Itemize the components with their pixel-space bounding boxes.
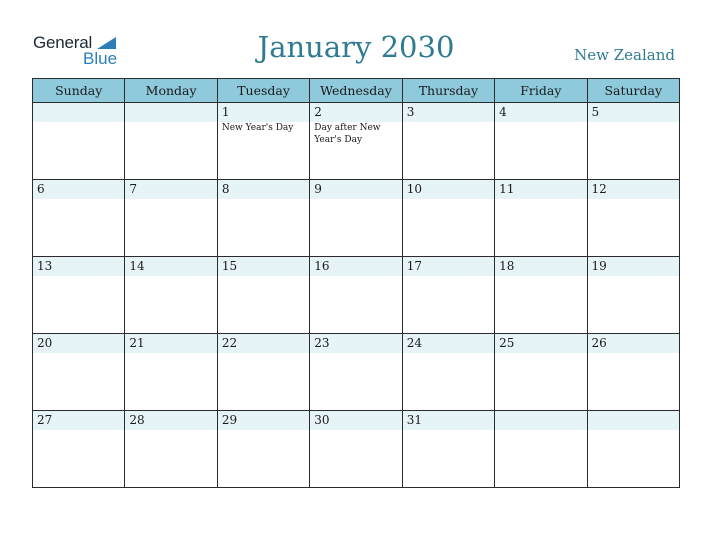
day-cell (587, 257, 679, 334)
day-number: 29 (221, 413, 238, 427)
day-cell (217, 334, 309, 411)
day-number-band (310, 411, 401, 430)
weekday-header-row (33, 79, 680, 103)
day-number-band (588, 180, 679, 199)
day-number-band (125, 411, 216, 430)
day-number-band (495, 257, 586, 276)
calendar-title: January 2030 (257, 30, 455, 64)
day-cell (310, 180, 402, 257)
weekday-header: Friday (495, 79, 587, 103)
day-cell (33, 103, 125, 180)
day-number-band (33, 334, 124, 353)
day-number: 12 (591, 182, 607, 196)
day-number-band (310, 180, 401, 199)
holiday-label: Day after New Year's Day (314, 123, 381, 145)
day-cell (217, 103, 309, 180)
day-cell (33, 334, 125, 411)
day-number: 26 (591, 336, 607, 350)
day-number-band (495, 103, 586, 122)
day-number-band (33, 411, 124, 430)
day-number-band (403, 334, 494, 353)
day-cell (310, 257, 402, 334)
day-number: 19 (591, 259, 607, 273)
holiday-label: New Year's Day (221, 123, 294, 133)
day-number-band (588, 411, 679, 430)
day-cell (125, 334, 217, 411)
day-number: 20 (37, 336, 53, 350)
day-number: 28 (129, 413, 145, 427)
day-number: 7 (129, 182, 138, 196)
day-cell (217, 411, 309, 488)
day-cell (125, 103, 217, 180)
day-number: 8 (221, 182, 230, 196)
day-number: 6 (37, 182, 45, 196)
day-number-band (495, 411, 586, 430)
day-number-band (33, 103, 124, 122)
day-cell (217, 257, 309, 334)
day-number: 18 (499, 259, 515, 273)
weekday-header: Tuesday (217, 79, 309, 103)
day-cell (495, 103, 587, 180)
day-number-band (218, 103, 309, 122)
day-number-band (403, 257, 494, 276)
day-cell (402, 257, 494, 334)
day-cell (33, 257, 125, 334)
weekday-header: Monday (125, 79, 217, 103)
week-row (33, 103, 680, 180)
day-number-band (33, 257, 124, 276)
day-number: 17 (406, 259, 422, 273)
weekday-header: Wednesday (310, 79, 402, 103)
day-number-band (495, 180, 586, 199)
day-number-band (125, 334, 216, 353)
day-cell (495, 411, 587, 488)
day-cell (125, 257, 217, 334)
weekday-header: Thursday (402, 79, 494, 103)
day-number-band (310, 334, 401, 353)
day-number-band (125, 103, 216, 122)
logo-text-general: General (33, 33, 93, 52)
day-cell (125, 411, 217, 488)
day-number: 14 (129, 259, 145, 273)
country-label: New Zealand (574, 46, 675, 64)
day-cell (587, 103, 679, 180)
calendar-grid (32, 78, 680, 488)
day-number: 3 (406, 105, 415, 119)
day-number: 9 (314, 182, 322, 196)
day-number-band (310, 257, 401, 276)
week-row (33, 180, 680, 257)
day-number-band (218, 257, 309, 276)
day-cell (402, 103, 494, 180)
day-cell (495, 334, 587, 411)
day-number: 24 (406, 336, 422, 350)
logo-text-blue: Blue (83, 49, 118, 68)
week-row (33, 334, 680, 411)
day-number: 27 (37, 413, 53, 427)
week-row (33, 411, 680, 488)
day-number-band (403, 411, 494, 430)
day-number-band (310, 103, 401, 122)
weekday-header: Saturday (587, 79, 679, 103)
day-number: 13 (37, 259, 53, 273)
day-cell (310, 334, 402, 411)
day-cell (495, 180, 587, 257)
day-number-band (33, 180, 124, 199)
day-number-band (218, 180, 309, 199)
day-cell (587, 180, 679, 257)
day-number: 25 (499, 336, 515, 350)
day-number-band (125, 180, 216, 199)
day-number: 1 (221, 105, 230, 119)
day-number: 10 (406, 182, 422, 196)
day-cell (310, 103, 402, 180)
day-number-band (125, 257, 216, 276)
day-number: 4 (499, 105, 507, 119)
day-number: 21 (129, 336, 145, 350)
day-cell (402, 334, 494, 411)
day-cell (402, 180, 494, 257)
day-number-band (495, 334, 586, 353)
day-number-band (588, 334, 679, 353)
day-number-band (218, 411, 309, 430)
day-cell (125, 180, 217, 257)
day-cell (495, 257, 587, 334)
day-number: 31 (406, 413, 422, 427)
day-number: 30 (314, 413, 330, 427)
day-number: 5 (591, 105, 600, 119)
day-cell (33, 180, 125, 257)
day-number-band (588, 257, 679, 276)
week-row (33, 257, 680, 334)
day-number-band (218, 334, 309, 353)
day-number: 15 (221, 259, 238, 273)
day-number-band (403, 103, 494, 122)
weekday-header: Sunday (33, 79, 125, 103)
day-number: 2 (314, 105, 322, 119)
day-cell (33, 411, 125, 488)
day-cell (310, 411, 402, 488)
day-number: 16 (314, 259, 330, 273)
day-number-band (403, 180, 494, 199)
day-number: 23 (314, 336, 330, 350)
day-number-band (588, 103, 679, 122)
day-cell (587, 334, 679, 411)
day-cell (402, 411, 494, 488)
day-number: 11 (499, 182, 515, 196)
day-cell (587, 411, 679, 488)
day-cell (217, 180, 309, 257)
day-number: 22 (221, 336, 238, 350)
